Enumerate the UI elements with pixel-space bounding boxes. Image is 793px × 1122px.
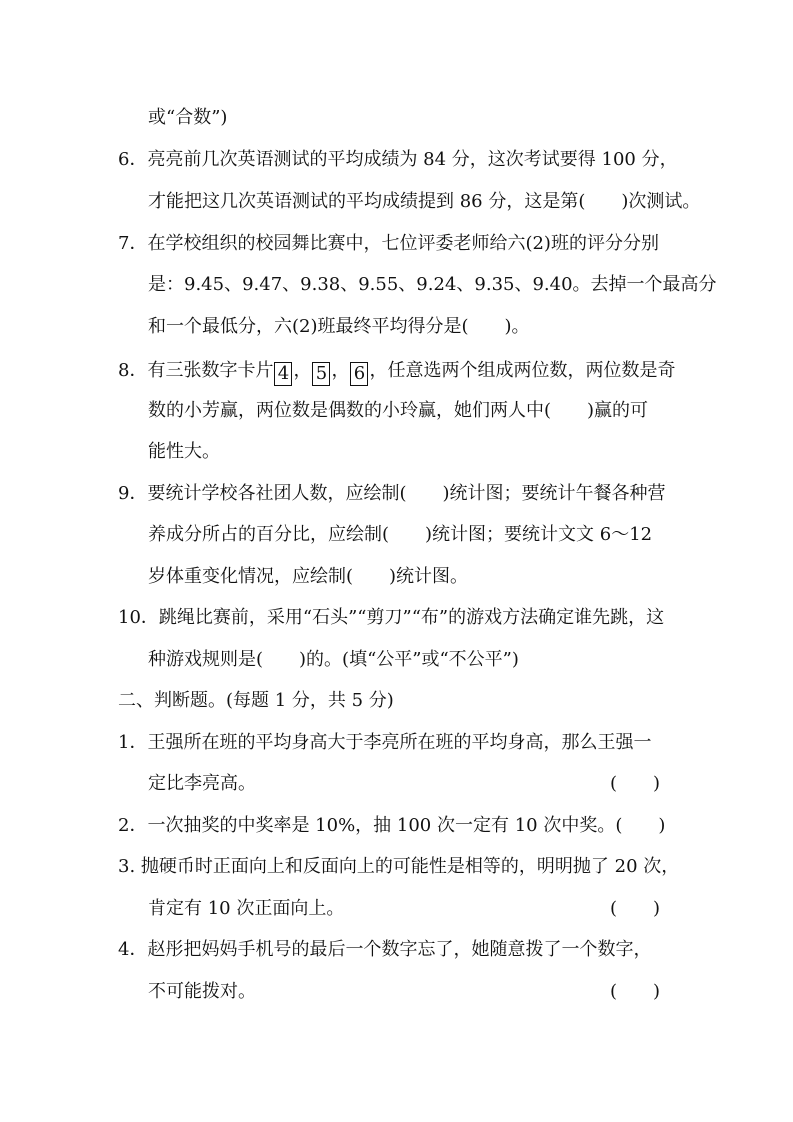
question-9-line-3: 岁体重变化情况，应绘制( )统计图。 [148, 566, 469, 587]
question-8-line-2: 数的小芳赢，两位数是偶数的小玲赢，她们两人中( )赢的可 [148, 400, 649, 421]
answer-blank: ( ) [610, 981, 661, 1002]
question-7-line-3: 和一个最低分，六(2)班最终平均得分是( )。 [148, 316, 530, 337]
judge-1-line-1: 1．王强所在班的平均身高大于李亮所在班的平均身高，那么王强一 [118, 732, 652, 753]
card-separator: ， [331, 360, 350, 381]
question-7-line-1: 7．在学校组织的校园舞比赛中，七位评委老师给六(2)班的评分分别 [118, 233, 659, 254]
digit-card-4: 4 [274, 362, 292, 386]
digit-card-5: 5 [312, 362, 330, 386]
question-8-prefix: 8．有三张数字卡片 [118, 360, 274, 381]
answer-blank: ( ) [610, 898, 661, 919]
section-heading: 二、判断题。(每题 1 分，共 5 分) [118, 690, 394, 711]
question-9-line-2: 养成分所占的百分比，应绘制( )统计图；要统计文文 6～12 [148, 524, 653, 545]
question-6-line-2: 才能把这几次英语测试的平均成绩提到 86 分，这是第( )次测试。 [148, 191, 701, 212]
judge-1-line-2: 定比李亮高。 [148, 773, 256, 794]
judge-3-line-1: 3. 抛硬币时正面向上和反面向上的可能性是相等的，明明抛了 20 次， [118, 856, 680, 877]
question-8-line-1 [118, 359, 675, 386]
digit-card-6: 6 [350, 362, 368, 386]
question-8-line-3: 能性大。 [148, 441, 220, 462]
question-7-line-2: 是：9.45、9.47、9.38、9.55、9.24、9.35、9.40。去掉一个最高分 [148, 274, 717, 295]
question-9-line-1: 9．要统计学校各社团人数，应绘制( )统计图；要统计午餐各种营 [118, 483, 666, 504]
judge-4-line-2: 不可能拨对。 [148, 981, 256, 1002]
question-8-rest: ，任意选两个组成两位数，两位数是奇 [369, 360, 676, 381]
question-10-line-2: 种游戏规则是( )的。(填“公平”或“不公平”) [148, 649, 519, 670]
judge-2-line: 2．一次抽奖的中奖率是 10%，抽 100 次一定有 10 次中奖。( ) [118, 815, 666, 836]
answer-blank: ( ) [610, 773, 661, 794]
judge-4-line-1: 4．赵彤把妈妈手机号的最后一个数字忘了，她随意拨了一个数字， [118, 939, 652, 960]
card-separator: ， [293, 360, 312, 381]
judge-3-line-2: 肯定有 10 次正面向上。 [148, 898, 345, 919]
question-6-line-1: 6．亮亮前几次英语测试的平均成绩为 84 分，这次考试要得 100 分， [118, 149, 678, 170]
question-10-line-1: 10．跳绳比赛前，采用“石头”“剪刀”“布”的游戏方法确定谁先跳，这 [118, 607, 665, 628]
text-line: 或“合数”) [148, 107, 228, 128]
